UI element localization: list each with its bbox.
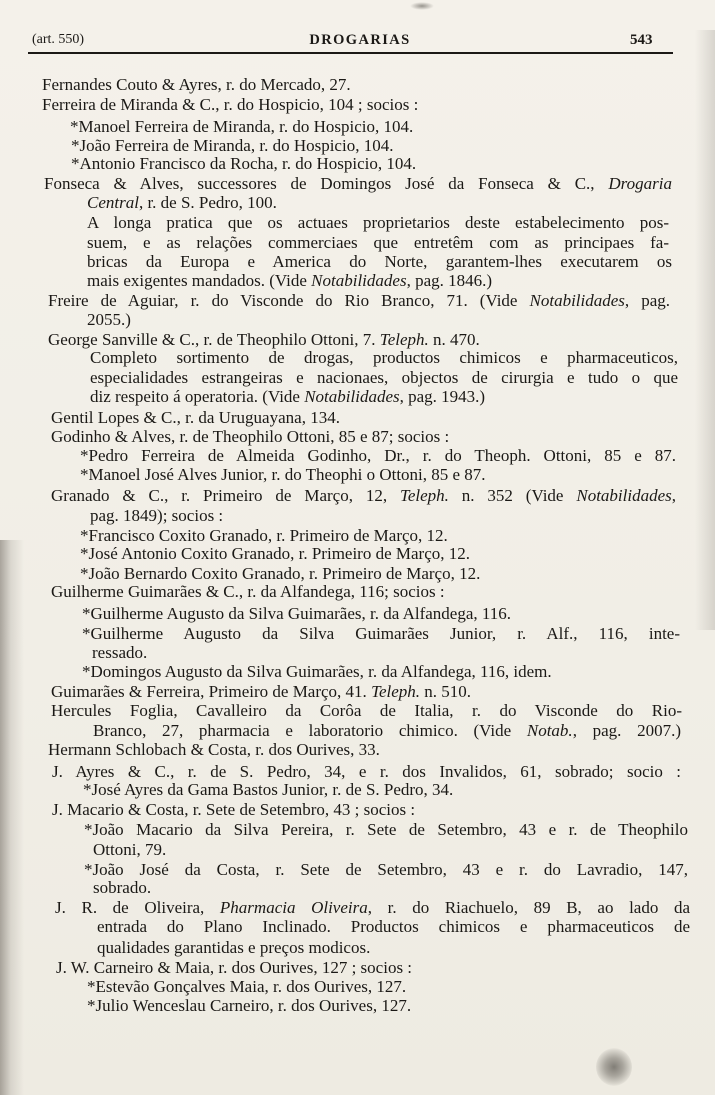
entry-text: Granado & C., r. Primeiro de Março, 12,: [51, 486, 400, 505]
binding-shadow: [0, 540, 24, 1095]
note-text: especialidades estrangeiras e nacionaes, objectos de cirurgia e tudo o que: [90, 368, 678, 387]
partner-domingos-augusto-da-silva-guimaraes: [82, 662, 680, 682]
ink-blot: [596, 1048, 632, 1086]
note-text: , pag. 1943.): [399, 387, 486, 406]
partner-text: *Estevão Gonçalves Maia, r. dos Ourives, 127.: [87, 977, 407, 996]
entry-freire-de-aguiar: [48, 291, 670, 311]
page-edge-shadow: [695, 30, 715, 630]
partner-text: *Francisco Coxito Granado, r. Primeiro de Março, 12.: [80, 526, 448, 545]
entry-text: 2055.): [87, 310, 131, 329]
entry-text: Fernandes Couto & Ayres, r. do Mercado, 27.: [42, 75, 351, 94]
entry-freire-de-aguiar-cont: [87, 310, 670, 330]
partner-joao-jose-da-costa-cont: [93, 878, 688, 898]
partner-text: *Antonio Francisco da Rocha, r. do Hospicio, 104.: [71, 154, 417, 173]
entry-gentil-lopes: [51, 408, 676, 428]
entry-text: Hermann Schlobach & Costa, r. dos Ourives, 33.: [48, 740, 380, 759]
partner-guilherme-augusto-junior: [82, 624, 680, 644]
partner-text: *João Macario da Silva Pereira, r. Sete de Setembro, 43 e r. de Theophilo: [84, 820, 688, 839]
partner-text: *Guilherme Augusto da Silva Guimarães Junior, r. Alf., 116, inte-: [82, 624, 680, 643]
partner-jose-ayres-da-gama-bastos-junior: [83, 780, 683, 800]
entry-j-ayres: [52, 762, 681, 782]
partner-joao-macario-da-silva-pereira: [84, 820, 688, 840]
partner-text: *José Antonio Coxito Granado, r. Primeiro de Março, 12.: [80, 544, 471, 563]
entry-granado-cont: [90, 506, 676, 526]
partner-text: *Manoel Ferreira de Miranda, r. do Hospicio, 104.: [70, 117, 414, 136]
entry-text: n. 470.: [428, 330, 480, 349]
entry-text: J. W. Carneiro & Maia, r. dos Ourives, 127 ; socios :: [56, 958, 413, 977]
entry-text: J. Macario & Costa, r. Sete de Setembro, 43 ; socios :: [52, 800, 416, 819]
partner-text: *Guilherme Augusto da Silva Guimarães, r. da Alfandega, 116.: [82, 604, 512, 623]
entry-hercules-foglia-cont: [93, 721, 681, 741]
entry-fonseca-alves-cont: [87, 193, 672, 213]
shop-name-italic: Pharmacia Oliveira: [219, 898, 368, 917]
partner-estevao-goncalves-maia: [87, 977, 690, 997]
entry-george-sanville: [48, 330, 673, 350]
partner-text: ressado.: [92, 643, 148, 662]
reference-italic: Notab.: [526, 721, 573, 740]
note-text: Completo sortimento de drogas, productos chimicos e pharmaceuticos,: [90, 348, 678, 367]
partner-text: *João Bernardo Coxito Granado, r. Primeiro de Março, 12.: [80, 564, 481, 583]
shop-name-italic: Drogaria: [608, 174, 672, 193]
entry-text: Guilherme Guimarães & C., r. da Alfandega, 116; socios :: [51, 582, 445, 601]
partner-text: *Pedro Ferreira de Almeida Godinho, Dr., r. do Theoph. Ottoni, 85 e 87.: [80, 446, 676, 465]
note-text: bricas da Europa e America do Norte, garantem-lhes executarem os: [87, 252, 672, 271]
telephone-italic: Teleph.: [379, 330, 429, 349]
partner-manoel-ferreira-de-miranda: [70, 117, 668, 137]
entry-text: , r. do Riachuelo, 89 B, ao lado da: [367, 898, 691, 917]
entry-text: qualidades garantidas e preços modicos.: [97, 938, 371, 957]
entry-text: Fonseca & Alves, successores de Domingos José da Fonseca & C.,: [44, 174, 609, 193]
reference-italic: Notabilidades: [304, 387, 400, 406]
reference-italic: Notabilidades: [576, 486, 672, 505]
entry-note-line: [90, 387, 678, 407]
note-text: diz respeito á operatoria. (Vide: [90, 387, 305, 406]
partner-pedro-ferreira-de-almeida-godinho: [80, 446, 676, 466]
partner-text: *João José da Costa, r. Sete de Setembro, 43 e r. do Lavradio, 147,: [84, 860, 688, 879]
telephone-italic: Teleph.: [399, 486, 449, 505]
note-text: mais exigentes mandados. (Vide: [87, 271, 312, 290]
entry-j-r-de-oliveira-cont: [97, 938, 690, 958]
entry-hercules-foglia: [51, 701, 682, 721]
entry-j-r-de-oliveira-cont: [97, 917, 690, 937]
entry-text: Gentil Lopes & C., r. da Uruguayana, 134.: [51, 408, 340, 427]
partner-jose-antonio-coxito-granado: [80, 544, 676, 564]
partner-text: *Manoel José Alves Junior, r. do Theophi o Ottoni, 85 e 87.: [80, 465, 486, 484]
entry-ferreira-de-miranda: [42, 95, 668, 115]
entry-guilherme-guimaraes: [51, 582, 678, 602]
note-text: suem, e as relações commerciaes que entretêm com as principaes fa-: [87, 233, 669, 252]
partner-text: sobrado.: [93, 878, 152, 897]
partner-julio-wenceslau-carneiro: [87, 996, 690, 1016]
partner-text: *João Ferreira de Miranda, r. do Hospicio, 104.: [71, 136, 394, 155]
partner-joao-jose-da-costa: [84, 860, 688, 880]
entry-text: Freire de Aguiar, r. do Visconde do Rio Branco, 71. (Vide: [48, 291, 530, 310]
note-text: A longa pratica que os actuaes proprietarios deste estabelecimento pos-: [87, 213, 669, 232]
entry-note-line: [87, 213, 669, 233]
entry-fernandes-couto-ayres: [42, 75, 668, 95]
article-reference: (art. 550): [32, 32, 85, 47]
entry-note-line: [87, 271, 672, 291]
partner-text: *Domingos Augusto da Silva Guimarães, r. da Alfandega, 116, idem.: [82, 662, 552, 681]
entry-note-line: [90, 348, 678, 368]
telephone-italic: Teleph.: [371, 682, 421, 701]
entry-j-macario-costa: [52, 800, 684, 820]
entry-text: entrada do Plano Inclinado. Productos chimicos e pharmaceuticos de: [97, 917, 690, 936]
partner-text: *José Ayres da Gama Bastos Junior, r. de S. Pedro, 34.: [83, 780, 454, 799]
entry-note-line: [87, 252, 672, 272]
entry-text: pag. 1849); socios :: [90, 506, 224, 525]
partner-text: *Julio Wenceslau Carneiro, r. dos Ourives, 127.: [87, 996, 412, 1015]
entry-text: Ferreira de Miranda & C., r. do Hospicio, 104 ; socios :: [42, 95, 419, 114]
entry-note-line: [90, 368, 678, 388]
partner-joao-macario-da-silva-pereira-cont: [93, 840, 688, 860]
entry-text: George Sanville & C., r. de Theophilo Ottoni, 7.: [48, 330, 380, 349]
entry-text: Godinho & Alves, r. de Theophilo Ottoni, 85 e 87; socios :: [51, 427, 450, 446]
entry-hermann-schlobach: [48, 740, 681, 760]
entry-text: n. 352 (Vide: [448, 486, 577, 505]
partner-joao-ferreira-de-miranda: [71, 136, 668, 156]
header-rule: [28, 52, 673, 54]
section-title: DROGARIAS: [309, 32, 411, 48]
ink-speck: [410, 2, 434, 10]
entry-text: ,: [671, 486, 677, 505]
entry-j-r-de-oliveira: [55, 898, 690, 918]
entry-text: Branco, 27, pharmacia e laboratorio chimico. (Vide: [93, 721, 527, 740]
entry-text: n. 510.: [420, 682, 472, 701]
partner-joao-bernardo-coxito-granado: [80, 564, 676, 584]
entry-text: , pag.: [624, 291, 670, 310]
entry-text: , r. de S. Pedro, 100.: [138, 193, 277, 212]
entry-text: Guimarães & Ferreira, Primeiro de Março, 41.: [51, 682, 372, 701]
reference-italic: Notabilidades: [311, 271, 407, 290]
partner-guilherme-augusto-junior-cont: [92, 643, 680, 663]
entry-text: J. Ayres & C., r. de S. Pedro, 34, e r. dos Invalidos, 61, sobrado; socio :: [52, 762, 681, 781]
entry-j-w-carneiro-maia: [56, 958, 690, 978]
entry-note-line: [87, 233, 669, 253]
partner-francisco-coxito-granado: [80, 526, 676, 546]
partner-antonio-francisco-da-rocha: [71, 154, 668, 174]
entry-text: , pag. 2007.): [572, 721, 681, 740]
entry-fonseca-alves: [44, 174, 672, 194]
entry-godinho-alves: [51, 427, 676, 447]
shop-name-italic: Central: [87, 193, 139, 212]
entry-granado: [51, 486, 676, 506]
note-text: , pag. 1846.): [406, 271, 493, 290]
partner-manoel-jose-alves-junior: [80, 465, 676, 485]
page-number: 543: [630, 32, 653, 48]
entry-text: J. R. de Oliveira,: [55, 898, 220, 917]
partner-text: Ottoni, 79.: [93, 840, 167, 859]
entry-guimaraes-ferreira: [51, 682, 680, 702]
entry-text: Hercules Foglia, Cavalleiro da Corôa de Italia, r. do Visconde do Rio-: [51, 701, 682, 720]
partner-guilherme-augusto-da-silva-guimaraes: [82, 604, 680, 624]
reference-italic: Notabilidades: [529, 291, 625, 310]
